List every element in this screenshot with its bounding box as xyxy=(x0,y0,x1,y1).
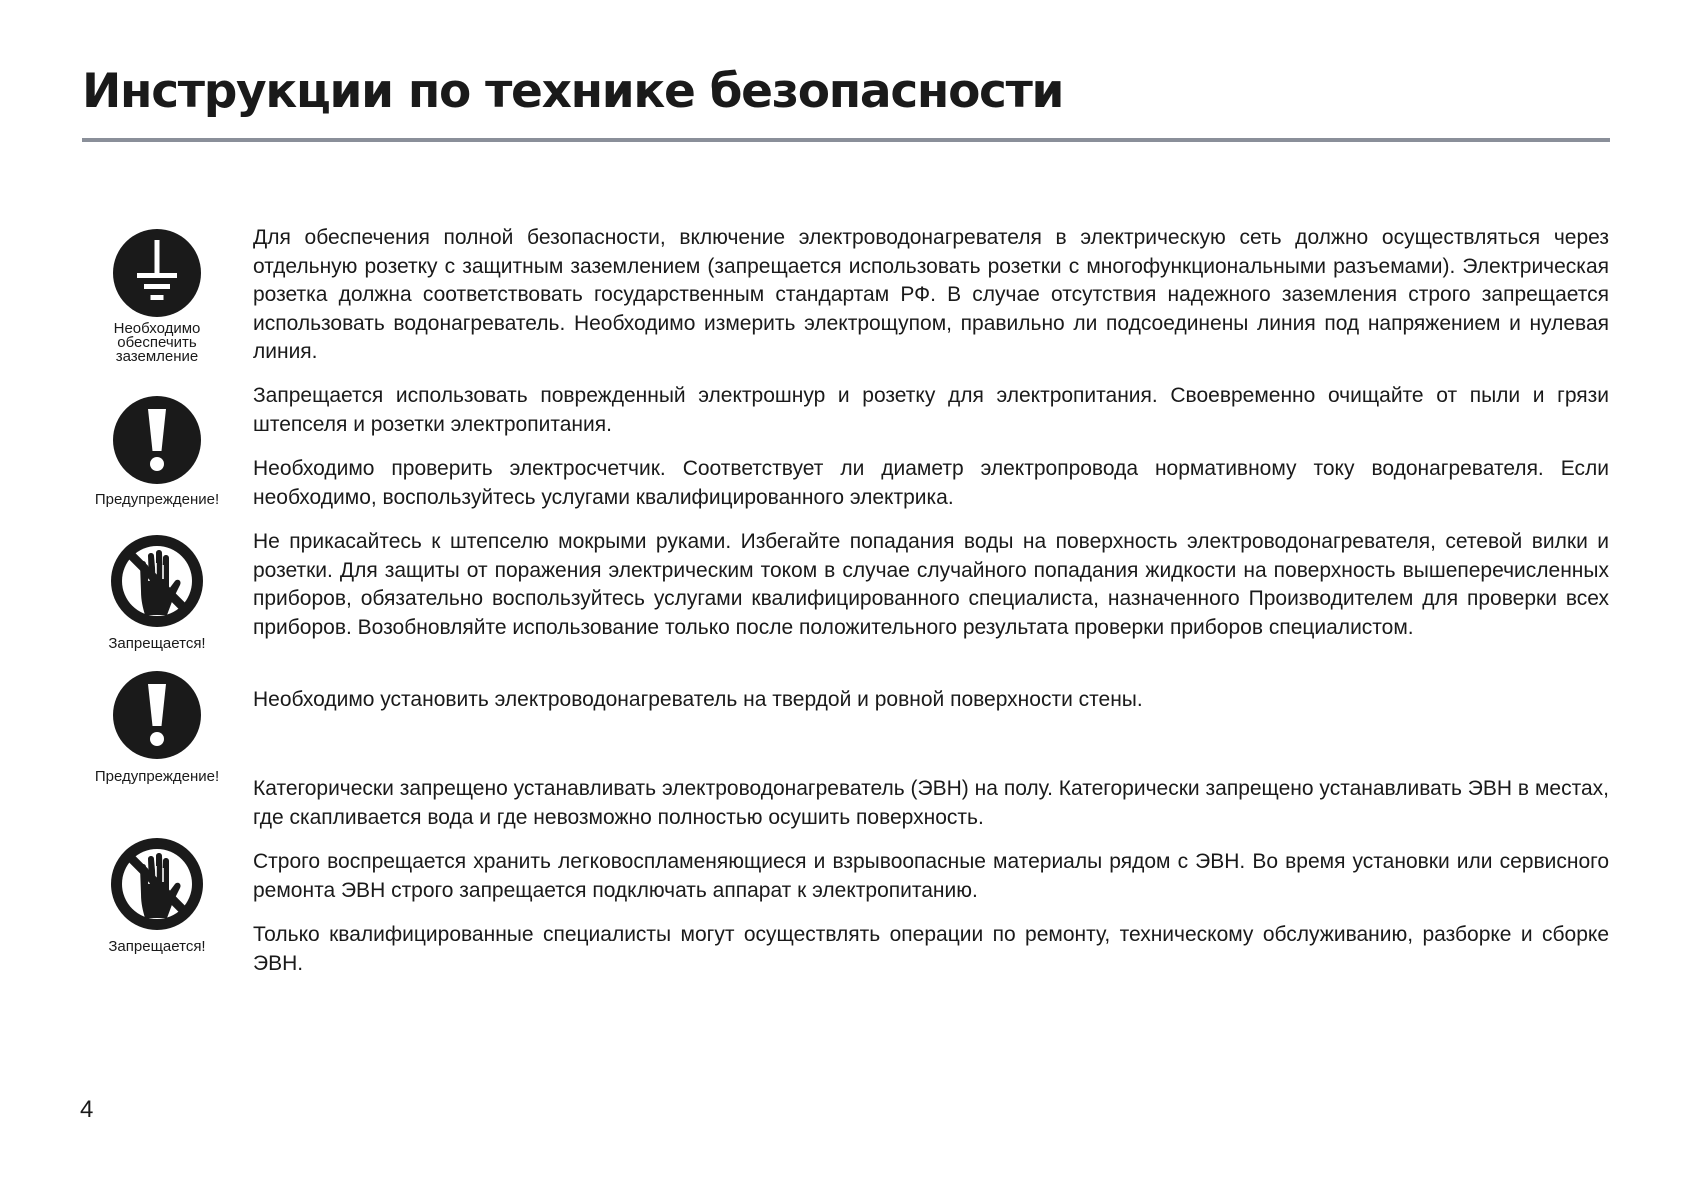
ground-icon-block xyxy=(79,228,235,364)
paragraph-wall-mount: Необходимо установить электроводонагреватель на твердой и ровной поверхности стены. xyxy=(253,688,1143,711)
warning-icon-block-1 xyxy=(79,395,235,507)
warning-icon-caption-1: Предупреждение! xyxy=(94,491,220,508)
paragraph-floor-install: Категорически запрещено устанавливать электроводонагреватель (ЭВН) на полу. Категорически запрещено устанавливать ЭВН в местах, где скапливается вода и где невозможно полностью осушить поверхность. xyxy=(253,777,1609,829)
warning-icon-block-2 xyxy=(79,670,235,784)
ground-icon xyxy=(112,228,202,318)
title-divider xyxy=(82,138,1610,142)
paragraph-meter-check: Необходимо проверить электросчетчик. Соответствует ли диаметр электропровода нормативному току водонагревателя. Если необходимо, воспользуйтесь услугами квалифицированного электрика. xyxy=(253,457,1609,509)
page-number: 4 xyxy=(80,1096,94,1123)
warning-icon-caption-2: Предупреждение! xyxy=(94,768,220,785)
page-title: Инструкции по технике безопасности xyxy=(82,64,1064,119)
ground-icon-caption: Необходимо обеспечить заземление xyxy=(113,320,201,365)
prohibited-icon-block-1 xyxy=(79,533,235,651)
paragraph-damaged-cord: Запрещается использовать поврежденный электрошнур и розетку для электропитания. Своевременно очищайте от пыли и грязи штепселя и розетки электропитания. xyxy=(253,384,1609,436)
paragraph-flammable: Строго воспрещается хранить легковоспламеняющиеся и взрывоопасные материалы рядом с ЭВН. Во время установки или сервисного ремонта ЭВН строго запрещается подключать аппарат к электропитанию. xyxy=(253,850,1609,902)
paragraph-grounding: Для обеспечения полной безопасности, включение электроводонагревателя в электрическую сеть должно осуществляться через отдельную розетку с защитным заземлением (запрещается использовать розетки с многофункциональными разъемами). Электрическая розетка должна соответствовать государственным стандартам РФ. В случае отсутствия надежного заземления строго запрещается использовать водонагреватель. Необходимо измерить электрощупом, правильно ли подсоединены линия под напряжением и нулевая линия. xyxy=(253,226,1609,363)
prohibited-hand-icon xyxy=(109,836,205,932)
paragraph-wet-hands: Не прикасайтесь к штепселю мокрыми руками. Избегайте попадания воды на поверхность электроводонагревателя, сетевой вилки и розетки. Для защиты от поражения электрическим током в случае случайного попадания жидкости на поверхность вышеперечисленных приборов, обязательно воспользуйтесь услугами квалифицированного специалиста, назначенного Производителем для проверки всех приборов. Возобновляйте использование только после положительного результата проверки приборов специалистом. xyxy=(253,530,1609,639)
paragraph-qualified-service: Только квалифицированные специалисты могут осуществлять операции по ремонту, техническому обслуживанию, разборке и сборке ЭВН. xyxy=(253,923,1609,975)
prohibited-hand-icon xyxy=(109,533,205,629)
prohibited-icon-block-2 xyxy=(79,836,235,954)
warning-exclamation-icon xyxy=(112,395,202,485)
prohibited-icon-caption-1: Запрещается! xyxy=(108,635,206,652)
warning-exclamation-icon xyxy=(112,670,202,760)
prohibited-icon-caption-2: Запрещается! xyxy=(108,938,206,955)
